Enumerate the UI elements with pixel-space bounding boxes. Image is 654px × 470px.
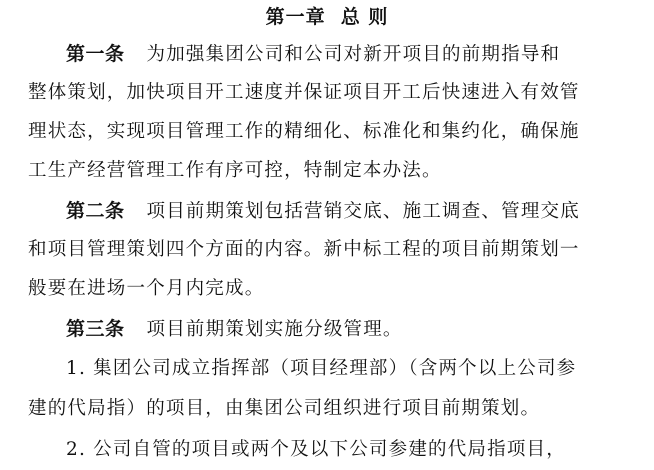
- article-2-text-line-3: 般要在进场一个月内完成。: [28, 278, 265, 299]
- article-3-text-line-1: 项目前期策划实施分级管理。: [146, 319, 403, 340]
- article-2-label: 第二条: [66, 200, 125, 222]
- chapter-title: 第一章 总 则: [265, 6, 389, 28]
- article-3-item-2-line-1: 2. 公司自管的项目或两个及以下公司参建的代局指项目，: [66, 439, 566, 460]
- article-2-text-line-2: 和项目管理策划四个方面的内容。新中标工程的项目前期策划一: [28, 239, 580, 260]
- article-1-text-line-1: 为加强集团公司和公司对新开项目的前期指导和: [146, 44, 561, 65]
- article-1-text-line-4: 工生产经营管理工作有序可控，特制定本办法。: [28, 160, 442, 181]
- article-1-first-line: [66, 35, 628, 73]
- article-2-text-line-1: 项目前期策划包括营销交底、施工调查、管理交底: [146, 201, 580, 222]
- article-1-label: 第一条: [66, 43, 125, 65]
- article-1-text-line-2: 整体策划，加快项目开工速度并保证项目开工后快速进入有效管: [28, 82, 580, 103]
- article-2-first-line: [66, 192, 628, 230]
- article-3-item-1-line-2: 建的代局指）的项目，由集团公司组织进行项目前期策划。: [28, 398, 541, 419]
- article-1-text-line-3: 理状态，实现项目管理工作的精细化、标准化和集约化，确保施: [28, 121, 580, 142]
- article-3-item-1-line-1: 1. 集团公司成立指挥部（项目经理部）（含两个以上公司参: [66, 358, 577, 379]
- article-3-label: 第三条: [66, 318, 125, 340]
- article-3-first-line: [66, 310, 628, 348]
